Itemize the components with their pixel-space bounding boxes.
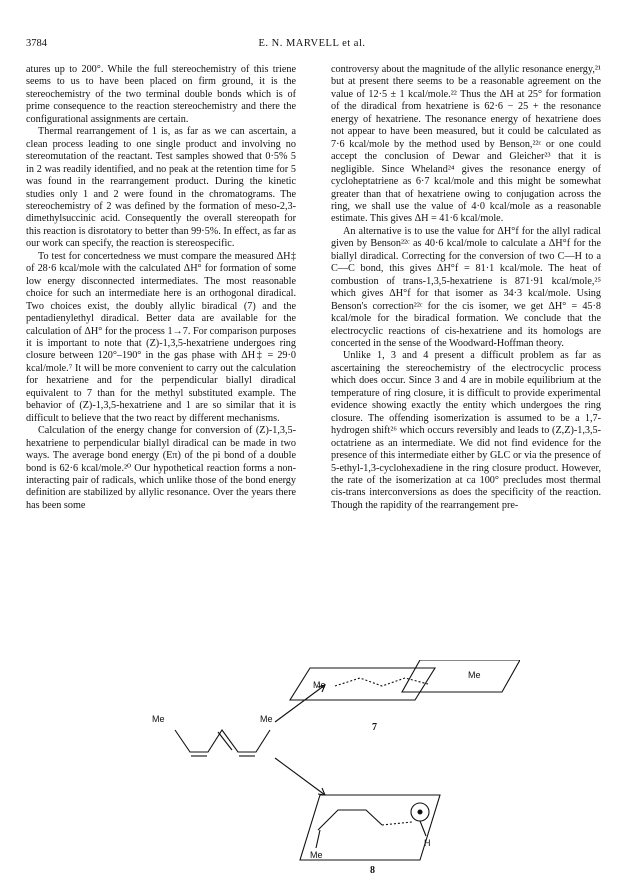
methyl-bond <box>316 830 320 848</box>
paragraph: Unlike 1, 3 and 4 present a difficult problem as far as ascertaining the stereochemistry of the electrocyclic process which does occur. Since 3 and 4 are in mobile equilibrium at the temperature of ring closure, it is difficult to provide experimental evidence showing exactly the entity which undergoes the ring closure. The offending isomerization is assumed to be a 1,7-hydrogen shift²⁶ which occurs reversibly and leads to (Z,Z)-1,3,5-octatriene as an intermediate. We did not find evidence for the presence of this intermediate either by GLC or via the presence of 5-ethyl-1,3-cyclohexadiene in the ring closure product. However, the rate of the isomerization at ca 100° precludes most thermal cis-trans interconversions as does the specificity of the reaction. Though the rapidity of the rearrangement pre- <box>331 350 601 511</box>
paragraph: controversy about the magnitude of the allylic resonance energy,²¹ but at present there seems to be a reasonable agreement on the value of 12·5 ± 1 kcal/mole.²² Thus the ΔH at 25° for formation of the diradical from hexatriene is 62·6 − 25 + the resonance energy of hexatriene. The resonance energy of hexatriene does not appear to have been measured, but it could be calculated as 7·6 kcal/mole by the method used by Benson,²²ᶜ or one could accept the conclusion of Dewar and Gleicher²³ that it is negligible. Since Wheland²⁴ gives the resonance energy of cycloheptatriene as 6·7 kcal/mole and this might be somewhat greater than that of hexatriene owing to conjugation across the ring, we shall use the value of 4·0 kcal/mole as a reasonable estimate. This gives ΔH = 41·6 kcal/mole. <box>331 64 601 225</box>
compound-number-8: 8 <box>370 865 375 875</box>
label-me-left-2: Me <box>260 714 273 724</box>
forming-bond <box>382 822 412 825</box>
paragraph: An alternative is to use the value for ΔH°f for the allyl radical given by Benson²²ᶜ as 40·6 kcal/mole to calculate a ΔH°f for the biallyl diradical. Correcting for the conversion of two C—H to a C—C bond, this gives ΔH°f = 81·1 kcal/mole. The heat of combustion of trans-1,3,5-hexatriene is 871·91 kcal/mole,²⁵ which gives ΔH°f for that isomer as 34·3 kcal/mole. Using Benson's correction²²ᶜ for the cis isomer, we get ΔH° = 45·8 kcal/mole for the biradical formation. We conclude that the electrocyclic reactions of cis-hexatriene and its homologs are concerted in the sense of the Woodward-Hoffman theory. <box>331 225 601 349</box>
triene-chain <box>175 730 270 752</box>
label-me-top-1: Me <box>313 680 326 690</box>
label-h: H <box>424 838 431 848</box>
ring-bonds <box>318 810 382 830</box>
label-me-top-2: Me <box>468 670 481 680</box>
paragraph: Thermal rearrangement of 1 is, as far as we can ascertain, a clean process leading to one single product and involving no stereomutation of the reactant. Test samples showed that 0·5% 5 in 2 was readily identified, and no peak at the retention time for 5 was found in the rearrangement product. During the kinetic studies only 1 and 2 were found in the chromatograms. The stereochemistry of 2 was defined by the formation of meso-2,3-dimethylsuccinic acid. Consequently the overall stereopath for this reaction is disrotatory to better than 99·5%. In effect, as far as our work can specify, the reaction is stereospecific. <box>26 126 296 250</box>
paragraph: To test for concertedness we must compare the measured ΔH‡ of 28·6 kcal/mole with the calculated ΔH° for formation of some low energy disconnected intermediates. The most reasonable choice for such an intermediate here is an orthogonal diradical. Two choices exist, the doubly allylic biradical (7) and the pentadienylethyl diradical. Better data are available for the calculation of ΔH° for the process 1→7. For comparison purposes it is important to note that (Z)-1,3,5-hexatriene undergoes ring closure between 120°–190° in the gas phase with ΔH‡ = 29·0 kcal/mole.⁷ It will be more convenient to carry out the calculation for hexatriene and for the perpendicular biallyl diradical equivalent to 7 than for the methyl substituted example. The behavior of (Z)-1,3,5-hexatriene and 1 are so similar that it is difficult to believe that the two react by different mechanisms. <box>26 250 296 424</box>
scheme-drawing <box>120 660 520 875</box>
paragraph: Calculation of the energy change for conversion of (Z)-1,3,5-hexatriene to perpendicular biallyl diradical can be made in two ways. The average bond energy (Eπ) of the pi bond of a double bond is 62·6 kcal/mole.²⁰ Our hypothetical reaction forms a non-interacting pair of radicals, which unlike those of the bond energy definition are stabilized by allylic resonance. Over the years there has been some <box>26 425 296 511</box>
radical-center <box>418 810 422 814</box>
page-number: 3784 <box>26 38 47 49</box>
label-me-left-1: Me <box>152 714 165 724</box>
reaction-scheme <box>120 660 520 875</box>
arrow-to-7 <box>275 685 325 722</box>
arrow-to-8 <box>275 758 325 795</box>
paragraph: atures up to 200°. While the full stereochemistry of this triene seems to us to have been placed on firm ground, it is the stereochemistry of the two terminal double bonds which is of prime consequence to the reaction stereochemistry and there the configurational assignments are certain. <box>26 64 296 125</box>
allyl-plane-right <box>402 660 520 692</box>
left-column <box>26 64 296 512</box>
allyl-dotted-bonds <box>335 678 428 686</box>
right-column <box>331 64 601 512</box>
running-head: E. N. MARVELL et al. <box>258 38 366 49</box>
label-me-bottom: Me <box>310 850 323 860</box>
h-bond <box>420 821 426 836</box>
compound-number-7: 7 <box>372 722 377 733</box>
